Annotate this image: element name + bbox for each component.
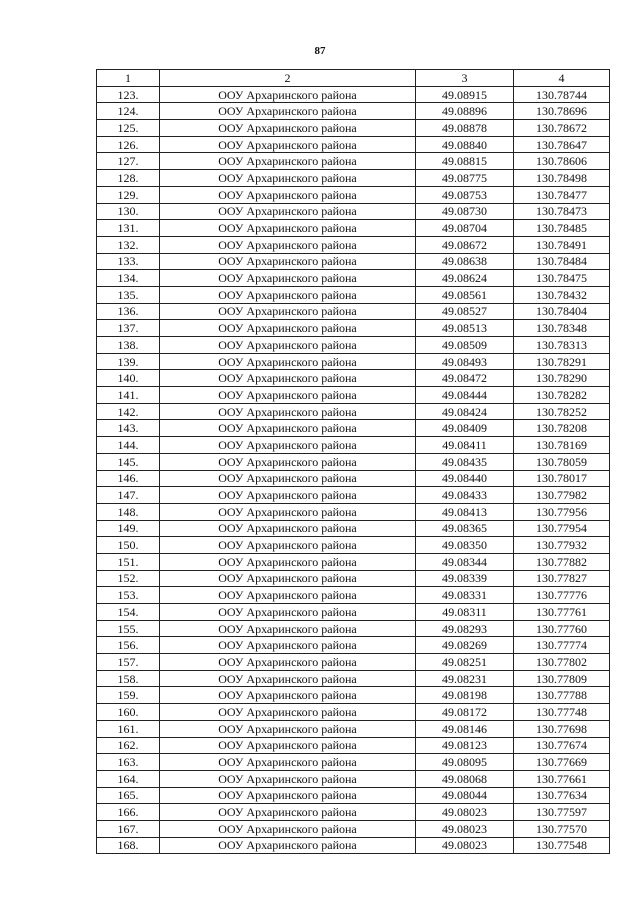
row-number-cell: 145. bbox=[97, 453, 160, 470]
latitude-cell: 49.08023 bbox=[416, 804, 514, 821]
owner-cell: ООУ Архаринского района bbox=[160, 670, 416, 687]
owner-cell: ООУ Архаринского района bbox=[160, 754, 416, 771]
column-header-4: 4 bbox=[514, 70, 610, 87]
latitude-cell: 49.08251 bbox=[416, 654, 514, 671]
table-row bbox=[97, 253, 610, 270]
latitude-cell: 49.08231 bbox=[416, 670, 514, 687]
longitude-cell: 130.78473 bbox=[514, 203, 610, 220]
row-number-cell: 125. bbox=[97, 120, 160, 137]
owner-cell: ООУ Архаринского района bbox=[160, 587, 416, 604]
latitude-cell: 49.08672 bbox=[416, 236, 514, 253]
table-row bbox=[97, 186, 610, 203]
owner-cell: ООУ Архаринского района bbox=[160, 253, 416, 270]
table-row bbox=[97, 370, 610, 387]
longitude-cell: 130.77827 bbox=[514, 570, 610, 587]
longitude-cell: 130.78606 bbox=[514, 153, 610, 170]
table-row bbox=[97, 420, 610, 437]
table-header-row bbox=[97, 70, 610, 87]
row-number-cell: 162. bbox=[97, 737, 160, 754]
table-row bbox=[97, 704, 610, 721]
table-row bbox=[97, 403, 610, 420]
owner-cell: ООУ Архаринского района bbox=[160, 620, 416, 637]
longitude-cell: 130.77776 bbox=[514, 587, 610, 604]
table-row bbox=[97, 620, 610, 637]
longitude-cell: 130.78290 bbox=[514, 370, 610, 387]
longitude-cell: 130.77698 bbox=[514, 720, 610, 737]
row-number-cell: 150. bbox=[97, 537, 160, 554]
coordinates-table bbox=[96, 69, 610, 854]
owner-cell: ООУ Архаринского района bbox=[160, 170, 416, 187]
row-number-cell: 129. bbox=[97, 186, 160, 203]
latitude-cell: 49.08878 bbox=[416, 120, 514, 137]
table-row bbox=[97, 487, 610, 504]
table-row bbox=[97, 570, 610, 587]
table-row bbox=[97, 670, 610, 687]
row-number-cell: 126. bbox=[97, 136, 160, 153]
owner-cell: ООУ Архаринского района bbox=[160, 403, 416, 420]
owner-cell: ООУ Архаринского района bbox=[160, 120, 416, 137]
longitude-cell: 130.77674 bbox=[514, 737, 610, 754]
table-row bbox=[97, 203, 610, 220]
row-number-cell: 138. bbox=[97, 337, 160, 354]
owner-cell: ООУ Архаринского района bbox=[160, 804, 416, 821]
owner-cell: ООУ Архаринского района bbox=[160, 687, 416, 704]
owner-cell: ООУ Архаринского района bbox=[160, 387, 416, 404]
owner-cell: ООУ Архаринского района bbox=[160, 737, 416, 754]
longitude-cell: 130.78208 bbox=[514, 420, 610, 437]
row-number-cell: 159. bbox=[97, 687, 160, 704]
owner-cell: ООУ Архаринского района bbox=[160, 103, 416, 120]
row-number-cell: 141. bbox=[97, 387, 160, 404]
latitude-cell: 49.08513 bbox=[416, 320, 514, 337]
latitude-cell: 49.08896 bbox=[416, 103, 514, 120]
owner-cell: ООУ Архаринского района bbox=[160, 353, 416, 370]
longitude-cell: 130.77748 bbox=[514, 704, 610, 721]
owner-cell: ООУ Архаринского района bbox=[160, 270, 416, 287]
longitude-cell: 130.77954 bbox=[514, 520, 610, 537]
row-number-cell: 154. bbox=[97, 604, 160, 621]
table-row bbox=[97, 153, 610, 170]
owner-cell: ООУ Архаринского района bbox=[160, 820, 416, 837]
longitude-cell: 130.78484 bbox=[514, 253, 610, 270]
table-row bbox=[97, 687, 610, 704]
owner-cell: ООУ Архаринского района bbox=[160, 186, 416, 203]
table-row bbox=[97, 837, 610, 854]
latitude-cell: 49.08350 bbox=[416, 537, 514, 554]
table-row bbox=[97, 820, 610, 837]
longitude-cell: 130.77809 bbox=[514, 670, 610, 687]
longitude-cell: 130.78017 bbox=[514, 470, 610, 487]
row-number-cell: 139. bbox=[97, 353, 160, 370]
table-row bbox=[97, 220, 610, 237]
latitude-cell: 49.08472 bbox=[416, 370, 514, 387]
table-row bbox=[97, 387, 610, 404]
longitude-cell: 130.78498 bbox=[514, 170, 610, 187]
row-number-cell: 140. bbox=[97, 370, 160, 387]
latitude-cell: 49.08023 bbox=[416, 820, 514, 837]
latitude-cell: 49.08815 bbox=[416, 153, 514, 170]
row-number-cell: 151. bbox=[97, 553, 160, 570]
row-number-cell: 142. bbox=[97, 403, 160, 420]
owner-cell: ООУ Архаринского района bbox=[160, 220, 416, 237]
latitude-cell: 49.08704 bbox=[416, 220, 514, 237]
owner-cell: ООУ Архаринского района bbox=[160, 86, 416, 103]
table-body bbox=[97, 86, 610, 854]
latitude-cell: 49.08433 bbox=[416, 487, 514, 504]
longitude-cell: 130.77788 bbox=[514, 687, 610, 704]
table-row bbox=[97, 103, 610, 120]
latitude-cell: 49.08344 bbox=[416, 553, 514, 570]
latitude-cell: 49.08424 bbox=[416, 403, 514, 420]
row-number-cell: 130. bbox=[97, 203, 160, 220]
table-row bbox=[97, 236, 610, 253]
row-number-cell: 131. bbox=[97, 220, 160, 237]
owner-cell: ООУ Архаринского района bbox=[160, 286, 416, 303]
table-row bbox=[97, 503, 610, 520]
owner-cell: ООУ Архаринского района bbox=[160, 203, 416, 220]
owner-cell: ООУ Архаринского района bbox=[160, 537, 416, 554]
table-row bbox=[97, 770, 610, 787]
owner-cell: ООУ Архаринского района bbox=[160, 770, 416, 787]
owner-cell: ООУ Архаринского района bbox=[160, 503, 416, 520]
table-row bbox=[97, 453, 610, 470]
latitude-cell: 49.08269 bbox=[416, 637, 514, 654]
latitude-cell: 49.08444 bbox=[416, 387, 514, 404]
row-number-cell: 161. bbox=[97, 720, 160, 737]
table-row bbox=[97, 353, 610, 370]
latitude-cell: 49.08311 bbox=[416, 604, 514, 621]
table-row bbox=[97, 737, 610, 754]
owner-cell: ООУ Архаринского района bbox=[160, 553, 416, 570]
table-row bbox=[97, 437, 610, 454]
longitude-cell: 130.77661 bbox=[514, 770, 610, 787]
longitude-cell: 130.78252 bbox=[514, 403, 610, 420]
longitude-cell: 130.78432 bbox=[514, 286, 610, 303]
row-number-cell: 153. bbox=[97, 587, 160, 604]
latitude-cell: 49.08915 bbox=[416, 86, 514, 103]
latitude-cell: 49.08730 bbox=[416, 203, 514, 220]
longitude-cell: 130.78485 bbox=[514, 220, 610, 237]
latitude-cell: 49.08095 bbox=[416, 754, 514, 771]
owner-cell: ООУ Архаринского района bbox=[160, 370, 416, 387]
row-number-cell: 156. bbox=[97, 637, 160, 654]
table-row bbox=[97, 587, 610, 604]
latitude-cell: 49.08198 bbox=[416, 687, 514, 704]
latitude-cell: 49.08068 bbox=[416, 770, 514, 787]
row-number-cell: 132. bbox=[97, 236, 160, 253]
row-number-cell: 124. bbox=[97, 103, 160, 120]
longitude-cell: 130.78491 bbox=[514, 236, 610, 253]
table-row bbox=[97, 120, 610, 137]
owner-cell: ООУ Архаринского района bbox=[160, 520, 416, 537]
table-row bbox=[97, 170, 610, 187]
owner-cell: ООУ Архаринского района bbox=[160, 437, 416, 454]
row-number-cell: 152. bbox=[97, 570, 160, 587]
row-number-cell: 165. bbox=[97, 787, 160, 804]
longitude-cell: 130.78404 bbox=[514, 303, 610, 320]
owner-cell: ООУ Архаринского района bbox=[160, 704, 416, 721]
column-header-3: 3 bbox=[416, 70, 514, 87]
table-row bbox=[97, 604, 610, 621]
latitude-cell: 49.08775 bbox=[416, 170, 514, 187]
latitude-cell: 49.08493 bbox=[416, 353, 514, 370]
latitude-cell: 49.08561 bbox=[416, 286, 514, 303]
row-number-cell: 168. bbox=[97, 837, 160, 854]
latitude-cell: 49.08840 bbox=[416, 136, 514, 153]
table-row bbox=[97, 754, 610, 771]
longitude-cell: 130.78477 bbox=[514, 186, 610, 203]
longitude-cell: 130.78744 bbox=[514, 86, 610, 103]
latitude-cell: 49.08023 bbox=[416, 837, 514, 854]
owner-cell: ООУ Архаринского района bbox=[160, 136, 416, 153]
row-number-cell: 123. bbox=[97, 86, 160, 103]
row-number-cell: 149. bbox=[97, 520, 160, 537]
table-row bbox=[97, 537, 610, 554]
latitude-cell: 49.08411 bbox=[416, 437, 514, 454]
longitude-cell: 130.77760 bbox=[514, 620, 610, 637]
row-number-cell: 133. bbox=[97, 253, 160, 270]
longitude-cell: 130.77548 bbox=[514, 837, 610, 854]
column-header-1: 1 bbox=[97, 70, 160, 87]
row-number-cell: 146. bbox=[97, 470, 160, 487]
longitude-cell: 130.78313 bbox=[514, 337, 610, 354]
longitude-cell: 130.78647 bbox=[514, 136, 610, 153]
table-row bbox=[97, 720, 610, 737]
longitude-cell: 130.77932 bbox=[514, 537, 610, 554]
row-number-cell: 148. bbox=[97, 503, 160, 520]
table-row bbox=[97, 86, 610, 103]
longitude-cell: 130.77570 bbox=[514, 820, 610, 837]
row-number-cell: 166. bbox=[97, 804, 160, 821]
latitude-cell: 49.08331 bbox=[416, 587, 514, 604]
row-number-cell: 136. bbox=[97, 303, 160, 320]
table-row bbox=[97, 320, 610, 337]
latitude-cell: 49.08440 bbox=[416, 470, 514, 487]
owner-cell: ООУ Архаринского района bbox=[160, 570, 416, 587]
table-row bbox=[97, 303, 610, 320]
row-number-cell: 163. bbox=[97, 754, 160, 771]
owner-cell: ООУ Архаринского района bbox=[160, 303, 416, 320]
longitude-cell: 130.77761 bbox=[514, 604, 610, 621]
latitude-cell: 49.08044 bbox=[416, 787, 514, 804]
table-row bbox=[97, 337, 610, 354]
latitude-cell: 49.08293 bbox=[416, 620, 514, 637]
row-number-cell: 128. bbox=[97, 170, 160, 187]
longitude-cell: 130.78291 bbox=[514, 353, 610, 370]
table-row bbox=[97, 637, 610, 654]
table-row bbox=[97, 286, 610, 303]
row-number-cell: 155. bbox=[97, 620, 160, 637]
latitude-cell: 49.08146 bbox=[416, 720, 514, 737]
longitude-cell: 130.78169 bbox=[514, 437, 610, 454]
latitude-cell: 49.08365 bbox=[416, 520, 514, 537]
table-row bbox=[97, 654, 610, 671]
row-number-cell: 164. bbox=[97, 770, 160, 787]
latitude-cell: 49.08339 bbox=[416, 570, 514, 587]
table-row bbox=[97, 804, 610, 821]
table-row bbox=[97, 270, 610, 287]
column-header-2: 2 bbox=[160, 70, 416, 87]
longitude-cell: 130.78672 bbox=[514, 120, 610, 137]
latitude-cell: 49.08409 bbox=[416, 420, 514, 437]
owner-cell: ООУ Архаринского района bbox=[160, 720, 416, 737]
longitude-cell: 130.78696 bbox=[514, 103, 610, 120]
owner-cell: ООУ Архаринского района bbox=[160, 637, 416, 654]
row-number-cell: 135. bbox=[97, 286, 160, 303]
longitude-cell: 130.77956 bbox=[514, 503, 610, 520]
row-number-cell: 167. bbox=[97, 820, 160, 837]
latitude-cell: 49.08624 bbox=[416, 270, 514, 287]
table-row bbox=[97, 520, 610, 537]
latitude-cell: 49.08435 bbox=[416, 453, 514, 470]
owner-cell: ООУ Архаринского района bbox=[160, 453, 416, 470]
latitude-cell: 49.08413 bbox=[416, 503, 514, 520]
latitude-cell: 49.08172 bbox=[416, 704, 514, 721]
longitude-cell: 130.78475 bbox=[514, 270, 610, 287]
longitude-cell: 130.77882 bbox=[514, 553, 610, 570]
latitude-cell: 49.08527 bbox=[416, 303, 514, 320]
longitude-cell: 130.77774 bbox=[514, 637, 610, 654]
owner-cell: ООУ Архаринского района bbox=[160, 837, 416, 854]
row-number-cell: 143. bbox=[97, 420, 160, 437]
longitude-cell: 130.78348 bbox=[514, 320, 610, 337]
longitude-cell: 130.78282 bbox=[514, 387, 610, 404]
owner-cell: ООУ Архаринского района bbox=[160, 236, 416, 253]
page-number: 87 bbox=[314, 45, 326, 57]
longitude-cell: 130.77597 bbox=[514, 804, 610, 821]
latitude-cell: 49.08753 bbox=[416, 186, 514, 203]
row-number-cell: 147. bbox=[97, 487, 160, 504]
owner-cell: ООУ Архаринского района bbox=[160, 487, 416, 504]
row-number-cell: 144. bbox=[97, 437, 160, 454]
row-number-cell: 158. bbox=[97, 670, 160, 687]
latitude-cell: 49.08638 bbox=[416, 253, 514, 270]
owner-cell: ООУ Архаринского района bbox=[160, 787, 416, 804]
longitude-cell: 130.78059 bbox=[514, 453, 610, 470]
table-row bbox=[97, 553, 610, 570]
row-number-cell: 160. bbox=[97, 704, 160, 721]
row-number-cell: 137. bbox=[97, 320, 160, 337]
owner-cell: ООУ Архаринского района bbox=[160, 470, 416, 487]
longitude-cell: 130.77982 bbox=[514, 487, 610, 504]
latitude-cell: 49.08123 bbox=[416, 737, 514, 754]
table-row bbox=[97, 787, 610, 804]
row-number-cell: 127. bbox=[97, 153, 160, 170]
owner-cell: ООУ Архаринского района bbox=[160, 604, 416, 621]
row-number-cell: 157. bbox=[97, 654, 160, 671]
owner-cell: ООУ Архаринского района bbox=[160, 654, 416, 671]
owner-cell: ООУ Архаринского района bbox=[160, 320, 416, 337]
table-row bbox=[97, 136, 610, 153]
longitude-cell: 130.77802 bbox=[514, 654, 610, 671]
table-row bbox=[97, 470, 610, 487]
latitude-cell: 49.08509 bbox=[416, 337, 514, 354]
longitude-cell: 130.77669 bbox=[514, 754, 610, 771]
owner-cell: ООУ Архаринского района bbox=[160, 337, 416, 354]
longitude-cell: 130.77634 bbox=[514, 787, 610, 804]
row-number-cell: 134. bbox=[97, 270, 160, 287]
owner-cell: ООУ Архаринского района bbox=[160, 153, 416, 170]
owner-cell: ООУ Архаринского района bbox=[160, 420, 416, 437]
